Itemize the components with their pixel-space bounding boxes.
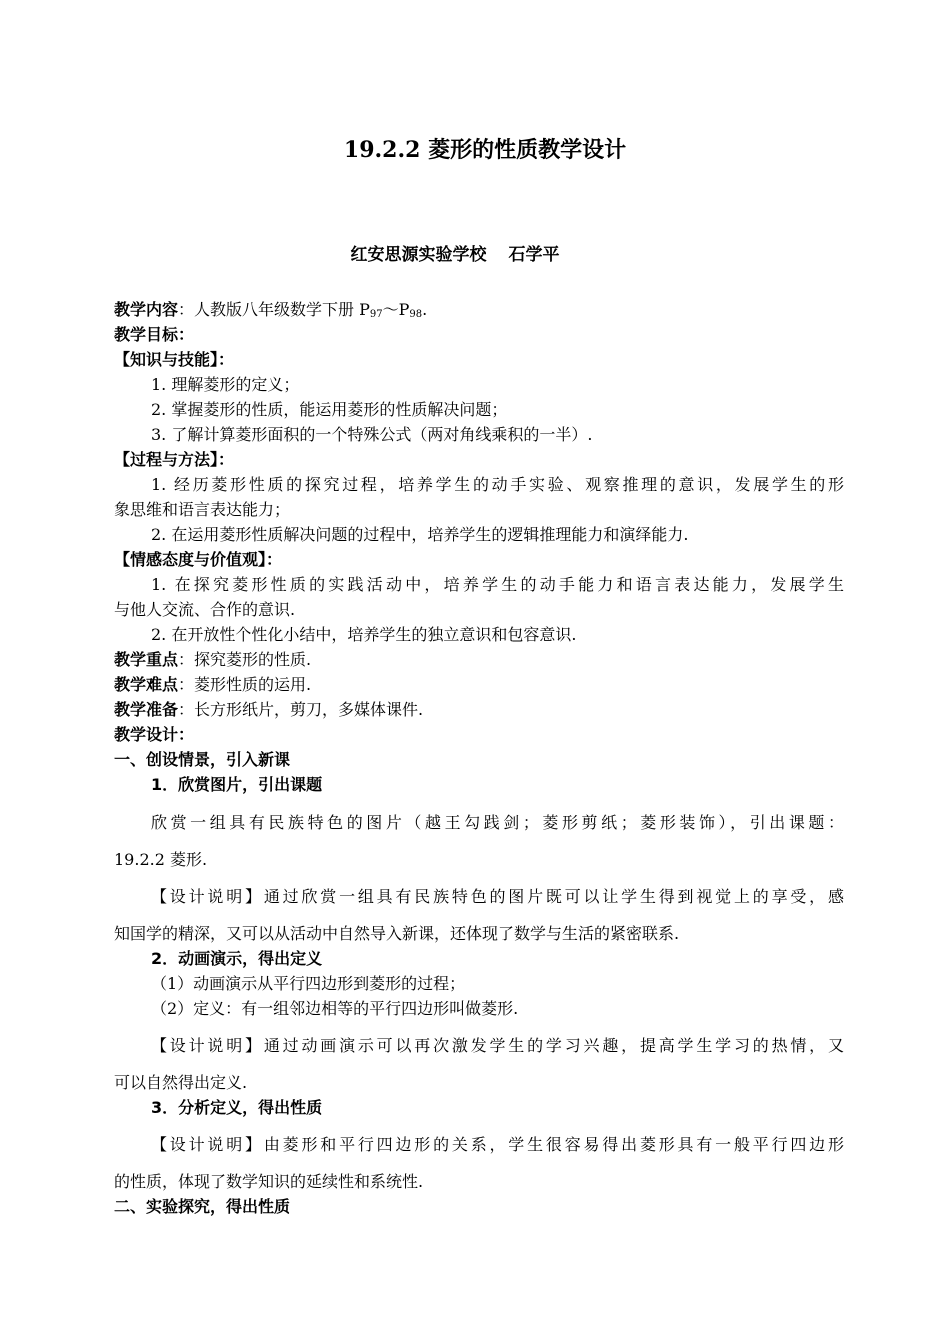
teaching-content-label: 教学内容 — [114, 300, 179, 319]
section-1-header: 一、创设情景，引入新课 — [114, 750, 291, 769]
design-note-1-line: 知国学的精深，又可以从活动中自然导入新课，还体现了数学与生活的紧密联系. — [114, 924, 680, 943]
difficulty — [114, 673, 844, 697]
design-note-label: 【设计说明】 — [151, 887, 264, 906]
section-1-paragraph-line — [151, 811, 844, 835]
emotion-item-line: 1. 在探究菱形性质的实践活动中，培养学生的动手能力和语言表达能力，发展学生 — [151, 575, 844, 594]
design-note-3-line: 的性质，体现了数学知识的延续性和系统性. — [114, 1172, 424, 1191]
page-tilde: ～P — [382, 300, 410, 319]
section-1-sub-1: 1．欣赏图片，引出课题 — [151, 775, 323, 794]
sub-2-item: （2）定义：有一组邻边相等的平行四边形叫做菱形. — [151, 999, 519, 1018]
design-note-text: 由菱形和平行四边形的关系，学生很容易得出菱形具有一般平行四边形 — [263, 1135, 844, 1154]
paragraph-sans-text: 欣赏一组具有民族特色的图片 — [151, 813, 406, 832]
design-note-label: 【设计说明】 — [151, 1135, 264, 1154]
document-title: 19.2.2 菱形的性质教学设计 — [343, 137, 627, 163]
preparation-text: ：长方形纸片，剪刀，多媒体课件. — [178, 700, 424, 719]
knowledge-item: 2. 掌握菱形的性质，能运用菱形的性质解决问题； — [151, 400, 508, 419]
teaching-content-text: ：人教版八年级数学下册 P — [178, 300, 370, 319]
design-note-3-line — [151, 1133, 844, 1157]
objectives-label: 教学目标： — [114, 325, 195, 344]
section-2-header: 二、实验探究，得出性质 — [114, 1197, 291, 1216]
section-1-sub-2: 2．动画演示，得出定义 — [151, 949, 323, 968]
paragraph-rest-text: （越王勾践剑；菱形剪纸；菱形装饰），引出课题： — [405, 813, 844, 832]
author-name: 石学平 — [508, 245, 560, 265]
content-end: . — [422, 300, 428, 319]
difficulty-text: ：菱形性质的运用. — [178, 675, 312, 694]
design-note-1-line — [151, 885, 844, 909]
process-item: 2. 在运用菱形性质解决问题的过程中，培养学生的逻辑推理能力和演绎能力. — [151, 525, 689, 544]
teaching-content — [114, 298, 844, 322]
key-point-text: ：探究菱形的性质. — [178, 650, 312, 669]
section-1-sub-3: 3．分析定义，得出性质 — [151, 1098, 323, 1117]
process-header: 【过程与方法】： — [114, 450, 235, 469]
process-item-line: 象思维和语言表达能力； — [114, 500, 291, 519]
page-start: 97 — [369, 309, 383, 320]
page-end: 98 — [409, 309, 423, 320]
process-item-line: 1. 经历菱形性质的探究过程，培养学生的动手实验、观察推理的意识，发展学生的形 — [151, 475, 844, 494]
preparation-label: 教学准备 — [114, 700, 179, 719]
design-note-label: 【设计说明】通过 — [151, 1036, 302, 1055]
preparation — [114, 698, 844, 722]
design-note-2-line — [151, 1034, 844, 1058]
section-1-paragraph-line: 19.2.2 菱形. — [114, 850, 208, 869]
key-point-label: 教学重点 — [114, 650, 179, 669]
emotion-header: 【情感态度与价值观】： — [114, 550, 283, 569]
design-note-text: 动画演示可以再次激发学生的学习兴趣，提高学生学习的热情，又 — [301, 1036, 844, 1055]
knowledge-item: 1. 理解菱形的定义； — [151, 375, 300, 394]
design-note-2-line: 可以自然得出定义. — [114, 1073, 248, 1092]
author-line — [0, 240, 950, 265]
emotion-item: 2. 在开放性个性化小结中，培养学生的独立意识和包容意识. — [151, 625, 577, 644]
sub-2-item: （1）动画演示从平行四边形到菱形的过程； — [151, 974, 466, 993]
design-label: 教学设计： — [114, 725, 195, 744]
key-point — [114, 648, 844, 672]
emotion-item-line: 与他人交流、合作的意识. — [114, 600, 296, 619]
design-note-text: 通过欣赏一组具有民族特色的图片既可以让学生得到视觉上的享受，感 — [263, 887, 844, 906]
school-name: 红安思源实验学校 — [350, 245, 487, 265]
difficulty-label: 教学难点 — [114, 675, 179, 694]
knowledge-header: 【知识与技能】： — [114, 350, 235, 369]
knowledge-item: 3. 了解计算菱形面积的一个特殊公式（两对角线乘积的一半）. — [151, 425, 593, 444]
